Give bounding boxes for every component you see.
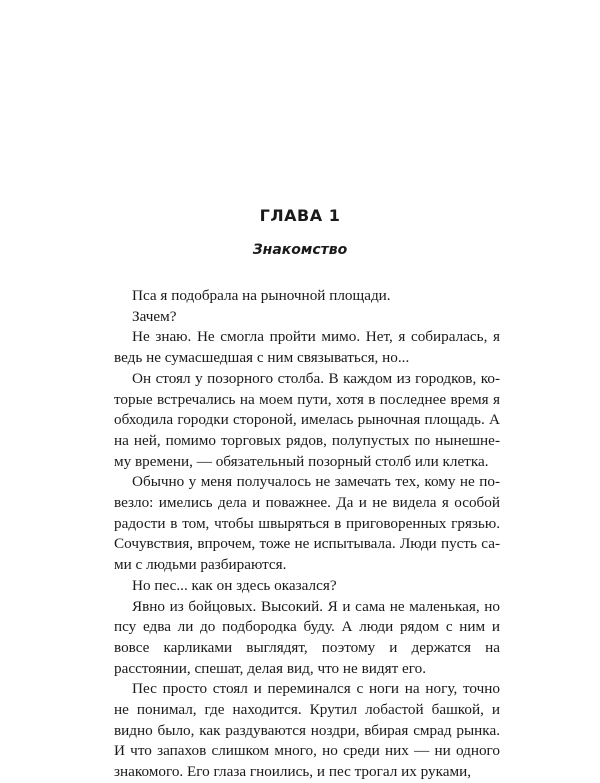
chapter-heading: ГЛАВА 1 (259, 206, 341, 225)
chapter-subtitle: Знакомство (252, 242, 348, 258)
chapter-body (114, 286, 500, 783)
paragraph: Пес просто стоял и переминался с ноги на ногу, точно не понимал, где находится. Крутил лобастой башкой, и видно было, как раздуваются ноздри, вбирая смрад рынка. И что запахов слишком много, но среди них — ни одного знакомого. Его глаза гноились, и пес трогал их руками, (114, 680, 500, 781)
paragraph: Но пес... как он здесь оказался? (132, 576, 337, 594)
paragraph: Обычно у меня получалось не замечать тех, кому не повезло: имелись дела и поважнее. Да и не видела я особой радости в том, чтобы швыряться в приговоренных грязью. Сочувствия, впрочем, тоже не испытывала. Люди пусть сами с людьми разбираются. (114, 473, 500, 574)
paragraph: Пса я подобрала на рыночной площади. (132, 287, 391, 304)
paragraph: Явно из бойцовых. Высокий. Я и сама не маленькая, но псу едва ли до подбородка буду. А люди рядом с ним и вовсе карликами выглядят, поэтому и держатся на расстоянии, спешат, делая вид, что не видят его. (114, 597, 500, 677)
paragraph: Зачем? (132, 307, 177, 325)
paragraph: Он стоял у позорного столба. В каждом из городков, которые встречались на моем пути, хотя в последнее время я обходила городки стороной, имелась рыночная площадь. А на ней, помимо торговых рядов, полупустых по нынешнему времени, — обязательный позорный столб или клетка. (114, 369, 500, 470)
paragraph: Не знаю. Не смогла пройти мимо. Нет, я собиралась, я ведь не сумасшедшая с ним связываться, но... (114, 328, 500, 367)
